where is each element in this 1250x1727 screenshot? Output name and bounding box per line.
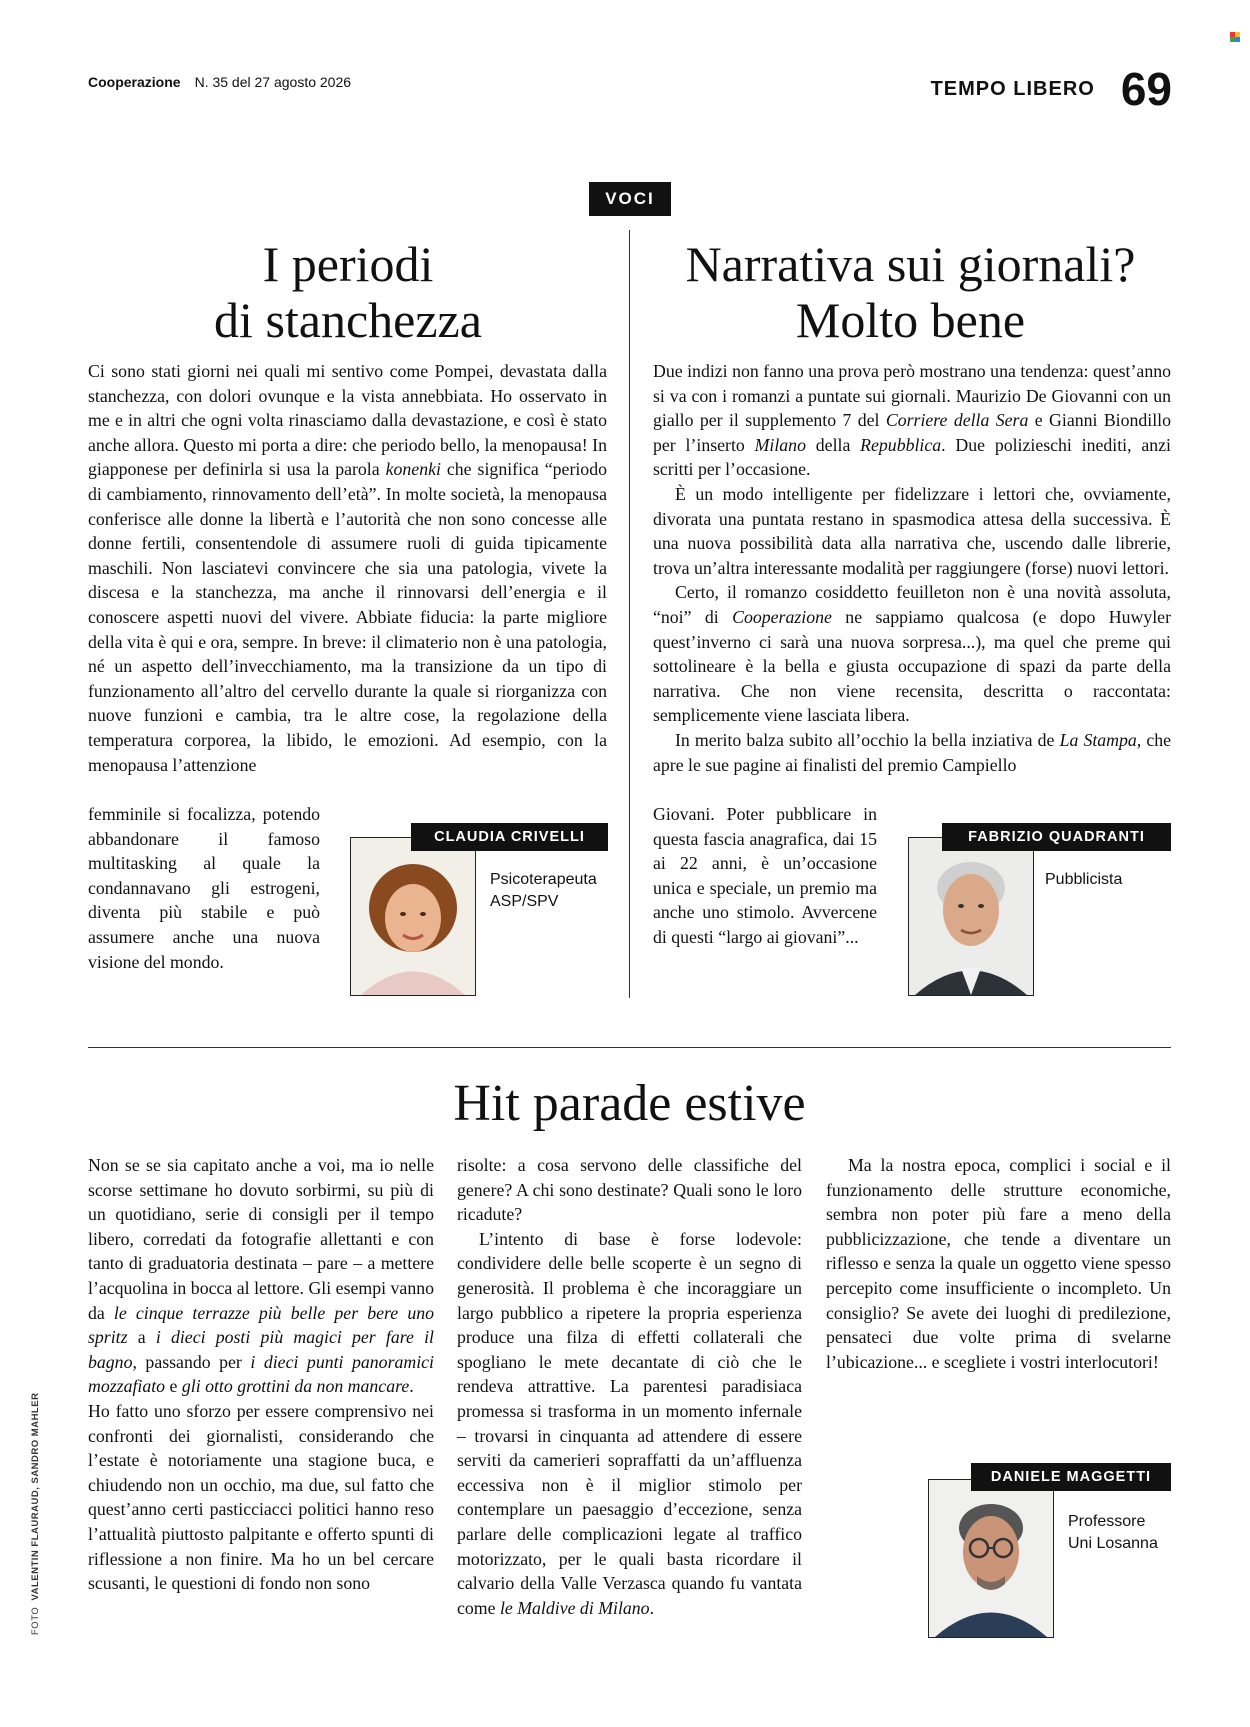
right-p4-a: In merito balza subito all’occhio la bella inziativa de (675, 729, 1060, 750)
bottom-c3-p1: Ma la nostra epoca, complici i social e il funzionamento delle strutture economiche, sembra non poter più fare a meno della pubblicizzazione, che tende a diventare un riflesso e senza la quale un oggetto viene spesso percepito come insufficiente o incompleto. Un consiglio? Se avete dei luoghi di predilezione, pensateci due volte prima di svelarne l’ubicazione... e scegliete i vostri interlocutori! (826, 1155, 1171, 1372)
color-marker-icon (1230, 32, 1240, 42)
bottom-c2-italic: le Maldive di Milano (499, 1597, 650, 1618)
author-role (1068, 1511, 1158, 1555)
right-p1-a: Due indizi non fanno una prova però mostrano una tendenza: quest’anno si va con i romanzi a puntate sui giornali. Maurizio De Giovanni con un giallo per il supplemento 7 del (653, 361, 1171, 431)
bottom-col-3 (826, 1153, 1171, 1374)
bottom-c2-end: . (649, 1597, 655, 1618)
right-p2: È un modo intelligente per fidelizzare i lettori che, ovviamente, divorata una puntata restano in spasmodica attesa della successiva. È una nuova possibilità data alla narrativa che, uscendo dalle librerie, trova un’altra interessante modalità per raggiungere (forse) nuovi lettori. (653, 483, 1171, 578)
photo-credit-names: VALENTIN FLAURAUD, SANDRO MAHLER (30, 1392, 41, 1601)
bottom-col-2 (457, 1153, 802, 1620)
bottom-c1-p2: Ho fatto uno sforzo per essere comprensivo nei confronti dei giornalisti, considerando che l’estate è notoriamente una stagione buca, e chiudendo non un occhio, ma due, sul fatto che quest’anno certi pasticciacci politici hanno reso l’attualità piuttosto palpitante e offerto spunti di riflessione a non finire. Ma ho un bel cercare scusanti, le questioni di fondo non sono (88, 1400, 434, 1594)
right-p3-b: ne sappiamo qualcosa (e dopo Huwyler quest’inverno ci sarà una nuova sorpresa...), ma quel che preme qui sottolineare è la bella e giusta occupazione di spazi da parte della narrativa. Che non viene recensita, descritta o raccontata: semplicemente viene lasciata libera. (653, 606, 1171, 726)
left-text-2: che significa “periodo di cambiamento, rinnovamento dell’età”. In molte società, la menopausa conferisce alle donne la libertà e l’autorità che non sono concesse alle donne fertili, consentendole di assumere ruoli di guida tipicamente maschili. Non lasciatevi convincere che sia una patologia, vivete la discesa e la stanchezza, ma anche il rinnovarsi dell’energia e il conoscere aspetti nuovi del vivere. Abbiate fiducia: la parte migliore della vita è qui e ora, sempre. In breve: il climaterio non è una patologia, né un aspetto dell’invecchiamento, ma la transizione da un tipo di funzionamento all’altro del cervello durante la quale si riorganizza con nuove funzioni e cambia, tra le altre cose, la regolazione della temperatura corporea, la libido, le emozioni. Ad esempio, con la menopausa l’attenzione (88, 459, 607, 775)
right-p4-italic: La Stampa, (1059, 729, 1142, 750)
left-article-title (88, 236, 608, 348)
bottom-c1-italic-a: le cinque terrazze più belle per bere uno spritz (88, 1302, 434, 1348)
right-p4-b: che apre le sue pagine ai finalisti del premio Campiello (653, 729, 1172, 775)
left-author-card (350, 823, 608, 996)
section-title: TEMPO LIBERO (930, 77, 1095, 100)
right-title-line1: Narrativa sui giornali? (685, 236, 1136, 292)
bottom-c2-p1: risolte: a cosa servono delle classifiche del genere? A chi sono destinate? Quali sono le loro ricadute? (457, 1155, 802, 1225)
author-name-badge: DANIELE MAGGETTI (971, 1463, 1171, 1491)
section-divider (88, 1047, 1171, 1048)
photo-credit (30, 1393, 41, 1635)
column-divider (629, 230, 630, 998)
right-article-title (650, 236, 1171, 348)
avatar-woman-icon (351, 838, 475, 995)
bottom-c1-e: . (409, 1376, 414, 1397)
left-text-tail: femminile si focalizza, potendo abbandonare il famoso multitasking al quale la condannavano gli estrogeni, diventa più stabile e può assumere anche una nuova visione del mondo. (88, 804, 320, 972)
right-text-tail: Giovani. Poter pubblicare in questa fascia anagrafica, dai 15 ai 22 anni, è un’occasione unica e speciale, un premio ma anche uno stimolo. Avvercene di questi “largo ai giovani”... (653, 804, 877, 947)
bottom-c1-b: a (127, 1327, 156, 1348)
author-name-badge: CLAUDIA CRIVELLI (411, 823, 608, 851)
right-article-body (653, 359, 1171, 777)
left-text-italic: konenki (385, 459, 441, 480)
publication-name: Cooperazione (88, 74, 181, 90)
bottom-c1-a: Non se se sia capitato anche a voi, ma io nelle scorse settimane ho dovuto sorbirmi, su più di un quotidiano, serie di consigli per il tempo libero, corredati da fotografie allettanti e con tanto di graduatoria destinata – pare – a mettere l’acquolina in bocca al lettore. Gli esempi vanno da (88, 1155, 434, 1323)
author-photo (350, 837, 476, 996)
right-p1-italic-a: Corriere della Sera (885, 410, 1029, 431)
voci-label: VOCI (589, 182, 671, 216)
author-role (490, 869, 597, 913)
author-role: Pubblicista (1045, 871, 1123, 888)
bottom-c1-italic-d: gli otto grottini da non mancare (181, 1376, 410, 1397)
avatar-man-glasses-icon (929, 1480, 1053, 1637)
right-p1-italic-b: Milano (754, 434, 806, 455)
right-p1-italic-c: Repubblica (860, 434, 942, 455)
right-p3-a: Certo, il romanzo cosiddetto feuilleton non è una novità assoluta, “noi” di (653, 582, 1171, 627)
right-title-line2: Molto bene (795, 292, 1026, 348)
right-p1-c: della (805, 434, 861, 455)
page-number: 69 (1120, 63, 1172, 115)
right-p1-b: e Gianni Biondillo per l’inserto (653, 410, 1171, 455)
avatar-man-icon (909, 838, 1033, 995)
bottom-col-1 (88, 1153, 434, 1596)
right-author-card (908, 823, 1171, 996)
left-text-1: Ci sono stati giorni nei quali mi sentivo come Pompei, devastata dalla stanchezza, con dolori ovunque e la vista annebbiata. Ho osservato in me e in altri che ogni volta rinasciamo dalla devastazione, e così è stato anche allora. Questo mi porta a dire: che periodo bello, la menopausa! In giapponese per definirla si usa la parola (88, 361, 607, 480)
author-photo (928, 1479, 1054, 1638)
bottom-c1-italic-c: i dieci punti panoramici mozzafiato (88, 1351, 434, 1397)
right-p1-d: . Due polizieschi inediti, anzi scritti per l’occasione. (653, 434, 1171, 480)
author-role-line2: ASP/SPV (490, 893, 559, 910)
bottom-c1-italic-b: i dieci posti più magici per fare il bagno (88, 1327, 434, 1372)
section-header (930, 63, 1172, 115)
left-title-line2: di stanchezza (214, 292, 482, 348)
left-title-line1: I periodi (262, 236, 434, 292)
left-article-tail (88, 802, 320, 974)
author-role-line1: Psicoterapeuta (490, 871, 597, 888)
bottom-c1-c: , passando per (132, 1351, 251, 1372)
photo-credit-label: FOTO (30, 1606, 41, 1635)
author-role-line1: Professore (1068, 1513, 1146, 1530)
bottom-article-title: Hit parade estive (453, 1075, 806, 1132)
bottom-author-card (928, 1463, 1171, 1638)
right-p3-italic: Cooperazione (732, 606, 832, 627)
right-article-tail (653, 802, 877, 950)
author-photo (908, 837, 1034, 996)
issue-header (88, 74, 351, 90)
issue-date: N. 35 del 27 agosto 2026 (194, 74, 352, 90)
bottom-c2-p2: L’intento di base è forse lodevole: condividere delle belle scoperte è un segno di generosità. Il problema è che incoraggiare un largo pubblico a ripetere la propria esperienza produce una filza di effetti collaterali che spogliano le mete decantate di ciò che le rendeva attrattive. La parentesi paradisiaca promessa si trasforma in un momento infernale – trovarsi in cinquanta ad attendere di essere serviti da camerieri sopraffatti da un’affluenza eccessiva non è il miglior stimolo per contemplare un paesaggio d’eccezione, senza parlare delle complicazioni legate al traffico motorizzato, per le quali basta ricordare il calvario della Valle Verzasca quando fu vantata come (457, 1228, 802, 1618)
left-article-body (88, 359, 607, 777)
author-role-line2: Uni Losanna (1068, 1535, 1158, 1552)
author-name-badge: FABRIZIO QUADRANTI (942, 823, 1171, 851)
bottom-c1-d: e (165, 1376, 182, 1397)
